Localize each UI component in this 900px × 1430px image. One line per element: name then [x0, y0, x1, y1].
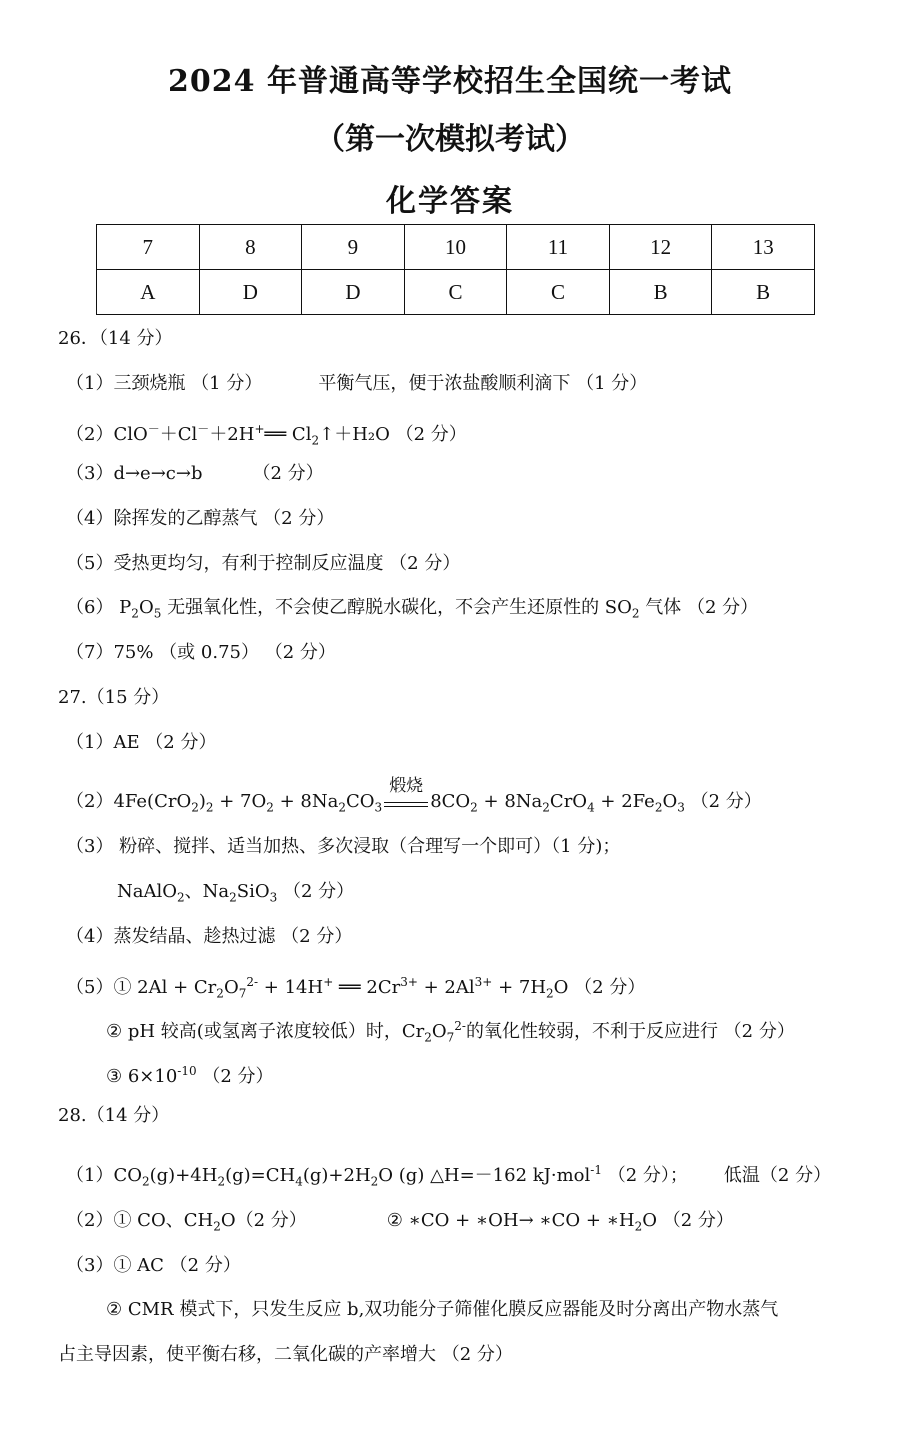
eq-text: 的氧化性较弱，不利于反应进行 （2 分）: [465, 1021, 795, 1042]
q28-answer-3c: 占主导因素，使平衡右移，二氧化碳的产率增大 （2 分）: [58, 1344, 513, 1365]
eq-text: O: [431, 1021, 447, 1042]
eq-text: ↑＋H₂O （2 分）: [319, 424, 467, 445]
eq-text: （6） P: [66, 597, 132, 618]
eq-sub: 2: [338, 800, 347, 815]
eq-sub: 2: [542, 800, 550, 815]
eq-text: （2 分）: [196, 1066, 274, 1087]
eq-sub: 2: [470, 800, 478, 815]
question-number-cell: 9: [302, 225, 405, 270]
eq-text: CrO: [549, 791, 588, 812]
eq-text: （2 分）；: [601, 1165, 688, 1186]
eq-sup: -10: [177, 1064, 197, 1078]
eq-sub: 2: [311, 433, 320, 448]
eq-text: NaAlO: [117, 881, 177, 902]
eq-sup: －: [197, 422, 210, 436]
q26-answer-4: （4）除挥发的乙醇蒸气 （2 分）: [66, 508, 335, 529]
question-number-cell: 10: [404, 225, 507, 270]
eq-text: ══ Cl: [264, 424, 312, 445]
eq-sub: 4: [587, 800, 595, 815]
q26-answer-3: [66, 462, 324, 486]
eq-text: ② pH 较高(或氢离子浓度较低）时，Cr: [106, 1021, 425, 1042]
eq-sup: 3+: [474, 975, 493, 989]
question-number-cell: 13: [712, 225, 815, 270]
eq-sub: 2: [213, 1219, 221, 1234]
eq-text: ② ∗CO + ∗OH→ ∗CO + ∗H: [386, 1210, 635, 1231]
eq-text: ══ 2Cr: [333, 977, 401, 998]
eq-text: (g)+4H: [149, 1165, 218, 1186]
q27-heading: 27.（15 分）: [58, 687, 170, 708]
answer-table-row-answers: [97, 270, 815, 315]
q26-answer-3a: （3）d→e→c→b: [66, 463, 203, 484]
exam-subtitle: （第一次模拟考试）: [315, 122, 585, 157]
eq-sub: 2: [177, 890, 185, 905]
eq-sub: 2: [266, 800, 274, 815]
q26-answer-1b: 平衡气压，便于浓盐酸顺利滴下 （1 分）: [318, 373, 648, 394]
eq-sub: 2: [217, 1174, 226, 1189]
question-number-cell: 12: [609, 225, 712, 270]
q26-heading: 26．（14 分）: [58, 328, 173, 349]
eq-sub: 5: [153, 606, 162, 621]
eq-sub: 2: [141, 1174, 150, 1189]
eq-text: O: [223, 977, 239, 998]
q26-answer-7: （7）75% （或 0.75） （2 分）: [66, 642, 336, 663]
q26-answer-1: [66, 372, 647, 396]
q26-answer-2: [66, 417, 467, 453]
eq-text: (g)=CH: [225, 1165, 296, 1186]
answer-cell: D: [302, 270, 405, 315]
eq-sub: 7: [446, 1030, 455, 1045]
eq-text: O （2 分）: [553, 977, 646, 998]
eq-text: 无强氧化性，不会使乙醇脱水碳化，不会产生还原性的 SO: [161, 597, 632, 618]
eq-text: 8CO: [430, 791, 471, 812]
eq-sub: 3: [374, 800, 383, 815]
eq-sub: 7: [238, 986, 247, 1001]
answer-table-row-numbers: [97, 225, 815, 270]
eq-text: 气体 （2 分）: [639, 597, 759, 618]
q28-answer-3b: ② CMR 模式下，只发生反应 b,双功能分子筛催化膜反应器能及时分离出产物水蒸气: [106, 1299, 779, 1320]
q26-answer-6: [66, 596, 758, 626]
eq-sup: －: [147, 422, 160, 436]
q26-answer-5: （5）受热更均匀，有利于控制反应温度 （2 分）: [66, 553, 461, 574]
q28-heading: 28.（14 分）: [58, 1105, 170, 1126]
answer-cell: B: [609, 270, 712, 315]
eq-sub: 2: [216, 986, 224, 1001]
condition-label: 煅烧: [389, 776, 424, 796]
eq-text: （2）① CO、CH: [66, 1210, 214, 1231]
eq-text: O（2 分）: [220, 1210, 307, 1231]
eq-sup: -1: [590, 1163, 602, 1177]
eq-text: O (g) △H=－162 kJ·mol: [378, 1165, 591, 1186]
q27-answer-4: （4）蒸发结晶、趁热过滤 （2 分）: [66, 926, 353, 947]
eq-text: ③ 6×10: [106, 1066, 178, 1087]
q27-answer-5c: [106, 1059, 274, 1089]
q28-answer-1: [66, 1158, 831, 1194]
q28-answer-2: [66, 1209, 734, 1239]
eq-text: （2）ClO: [66, 424, 148, 445]
eq-text: + 8Na: [477, 791, 543, 812]
eq-sub: 2: [229, 890, 237, 905]
eq-sub: 4: [295, 1174, 303, 1189]
eq-sub: 2: [205, 800, 214, 815]
eq-text: （2 分）: [277, 881, 355, 902]
q27-answer-2: [66, 776, 762, 820]
eq-sup: 2-: [246, 975, 259, 989]
eq-text: （5）① 2Al + Cr: [66, 977, 217, 998]
eq-sub: 2: [634, 1219, 643, 1234]
eq-sup: 3+: [400, 975, 418, 989]
eq-text: CO: [346, 791, 375, 812]
answer-cell: C: [404, 270, 507, 315]
answer-cell: D: [199, 270, 302, 315]
q26-answer-1a: （1）三颈烧瓶 （1 分）: [66, 373, 263, 394]
eq-sub: 2: [654, 800, 663, 815]
eq-text: O: [138, 597, 154, 618]
answer-cell: B: [712, 270, 815, 315]
eq-sub: 3: [269, 890, 278, 905]
eq-sub: 2: [424, 1030, 432, 1045]
q27-answer-5b: [106, 1014, 795, 1050]
eq-text: ＋2H: [209, 424, 255, 445]
eq-text: ＋Cl: [159, 424, 198, 445]
eq-text: （2 分）: [684, 791, 762, 812]
q28-answer-3: （3）① AC （2 分）: [66, 1255, 241, 1276]
q26-answer-3-score: （2 分）: [252, 463, 324, 484]
eq-sub: 2: [370, 1174, 379, 1189]
eq-text: + 8Na: [273, 791, 339, 812]
q28-answer-1b: 低温（2 分）: [723, 1165, 832, 1186]
eq-sup: +: [254, 422, 265, 436]
reaction-condition: [384, 776, 428, 814]
question-number-cell: 7: [97, 225, 200, 270]
document-title: 化学答案: [386, 184, 514, 219]
eq-sub: 3: [677, 800, 685, 815]
exam-title: 2024 年普通高等学校招生全国统一考试: [168, 64, 732, 99]
eq-text: ): [198, 791, 206, 812]
q27-answer-3: （3） 粉碎、搅拌、适当加热、多次浸取（合理写一个即可）（1 分)；: [66, 836, 621, 857]
eq-sub: 2: [546, 986, 554, 1001]
question-number-cell: 11: [507, 225, 610, 270]
answer-cell: C: [507, 270, 610, 315]
answer-cell: A: [97, 270, 200, 315]
eq-sub: 2: [631, 606, 640, 621]
eq-text: （2）4Fe(CrO: [66, 791, 192, 812]
eq-sub: 2: [191, 800, 199, 815]
eq-text: + 2Fe: [594, 791, 655, 812]
eq-text: SiO: [236, 881, 270, 902]
eq-text: + 14H: [258, 977, 324, 998]
eq-text: + 2Al: [417, 977, 475, 998]
eq-sup: +: [323, 975, 334, 989]
equals-sign: [384, 802, 428, 807]
q27-answer-1: （1）AE （2 分）: [66, 732, 217, 753]
eq-text: （1）CO: [66, 1165, 142, 1186]
q27-answer-3b: [117, 880, 354, 910]
question-number-cell: 8: [199, 225, 302, 270]
eq-text: 、Na: [184, 881, 230, 902]
answer-table: [96, 224, 815, 315]
eq-text: + 7H: [492, 977, 547, 998]
eq-text: O （2 分）: [642, 1210, 734, 1231]
eq-sup: 2-: [454, 1019, 466, 1033]
eq-text: (g)+2H: [302, 1165, 371, 1186]
q27-answer-5: [66, 970, 645, 1006]
eq-text: O: [662, 791, 678, 812]
eq-text: + 7O: [213, 791, 267, 812]
eq-sub: 2: [131, 606, 139, 621]
